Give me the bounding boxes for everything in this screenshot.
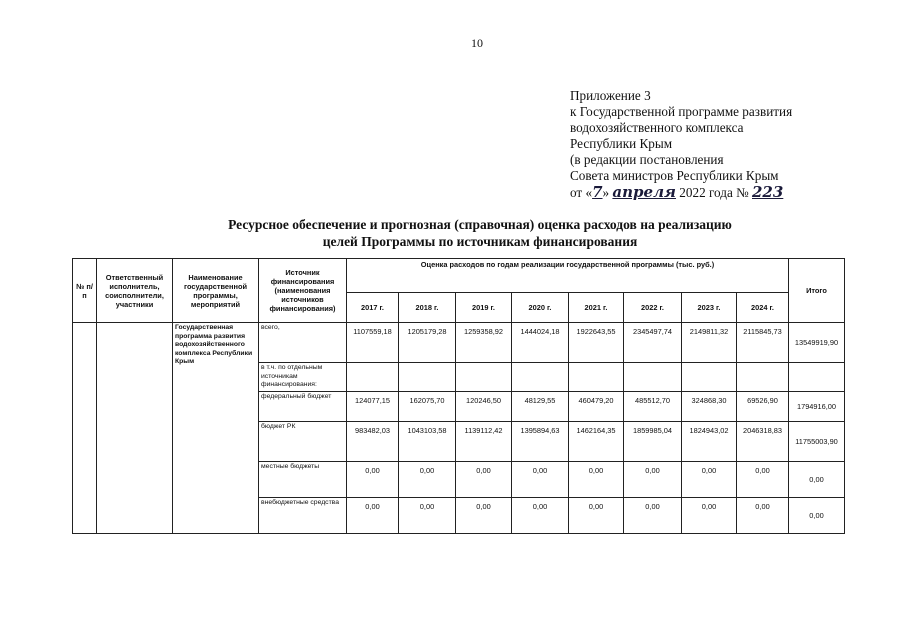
date-prefix: от « (570, 185, 593, 200)
value-cell: 1859985,04 (624, 421, 682, 461)
value-cell: 460479,20 (569, 391, 624, 421)
date-mid: » (602, 185, 610, 200)
appendix-line: Совета министров Республики Крым (570, 168, 779, 183)
appendix-line: Республики Крым (570, 136, 673, 151)
total-cell: 11755003,90 (789, 421, 845, 461)
value-cell: 0,00 (347, 461, 399, 497)
value-cell: 0,00 (737, 497, 789, 533)
value-cell: 0,00 (569, 461, 624, 497)
value-cell: 0,00 (569, 497, 624, 533)
header-year: 2018 г. (399, 293, 456, 323)
value-cell (512, 363, 569, 392)
value-cell: 0,00 (512, 461, 569, 497)
value-cell: 124077,15 (347, 391, 399, 421)
value-cell: 1205179,28 (399, 323, 456, 363)
header-estimate: Оценка расходов по годам реализации государственной программы (тыс. руб.) (347, 259, 789, 293)
value-cell: 0,00 (347, 497, 399, 533)
header-year: 2023 г. (682, 293, 737, 323)
handwritten-month: апреля (612, 183, 676, 201)
value-cell: 1259358,92 (456, 323, 512, 363)
header-year: 2020 г. (512, 293, 569, 323)
value-cell: 2345497,74 (624, 323, 682, 363)
total-cell (789, 363, 845, 392)
value-cell: 120246,50 (456, 391, 512, 421)
appendix-line: водохозяйственного комплекса (570, 120, 744, 135)
total-cell: 0,00 (789, 461, 845, 497)
header-executor: Ответственный исполнитель, соисполнители, участники (97, 259, 173, 323)
cell-executor (97, 323, 173, 534)
source-cell: всего, (259, 323, 347, 363)
header-year: 2021 г. (569, 293, 624, 323)
date-year: 2022 года № (679, 185, 749, 200)
value-cell: 0,00 (682, 461, 737, 497)
value-cell: 162075,70 (399, 391, 456, 421)
value-cell: 0,00 (512, 497, 569, 533)
source-cell: в т.ч. по отдельным источникам финансирования: (259, 363, 347, 392)
total-cell: 0,00 (789, 497, 845, 533)
source-cell: федеральный бюджет (259, 391, 347, 421)
value-cell (347, 363, 399, 392)
value-cell (682, 363, 737, 392)
value-cell: 0,00 (399, 461, 456, 497)
title-line-2: целей Программы по источникам финансирования (322, 234, 638, 249)
value-cell: 48129,55 (512, 391, 569, 421)
resolution-date-line (570, 184, 792, 201)
appendix-line: (в редакции постановления (570, 152, 724, 167)
cell-num (73, 323, 97, 534)
value-cell: 0,00 (737, 461, 789, 497)
value-cell: 485512,70 (624, 391, 682, 421)
value-cell: 2149811,32 (682, 323, 737, 363)
value-cell: 1462164,35 (569, 421, 624, 461)
value-cell: 69526,90 (737, 391, 789, 421)
source-cell: внебюджетные средства (259, 497, 347, 533)
value-cell: 1444024,18 (512, 323, 569, 363)
value-cell: 2046318,83 (737, 421, 789, 461)
value-cell (399, 363, 456, 392)
document-title (170, 216, 790, 250)
value-cell: 324868,30 (682, 391, 737, 421)
header-year: 2024 г. (737, 293, 789, 323)
funding-table (72, 258, 845, 534)
appendix-line: к Государственной программе развития (570, 104, 793, 119)
value-cell: 0,00 (456, 461, 512, 497)
total-cell: 1794916,00 (789, 391, 845, 421)
value-cell (569, 363, 624, 392)
value-cell (456, 363, 512, 392)
value-cell (737, 363, 789, 392)
value-cell (624, 363, 682, 392)
value-cell: 0,00 (399, 497, 456, 533)
value-cell: 0,00 (456, 497, 512, 533)
value-cell: 983482,03 (347, 421, 399, 461)
value-cell: 2115845,73 (737, 323, 789, 363)
handwritten-number: 223 (752, 183, 784, 201)
value-cell: 1043103,58 (399, 421, 456, 461)
value-cell: 0,00 (624, 497, 682, 533)
header-year: 2022 г. (624, 293, 682, 323)
value-cell: 1139112,42 (456, 421, 512, 461)
source-cell: местные бюджеты (259, 461, 347, 497)
value-cell: 1107559,18 (347, 323, 399, 363)
title-line-1: Ресурсное обеспечение и прогнозная (справочная) оценка расходов на реализацию (228, 217, 732, 232)
appendix-block (570, 88, 792, 201)
header-num: № п/п (73, 259, 97, 323)
header-year: 2017 г. (347, 293, 399, 323)
header-source: Источник финансирования (наименования источников финансирования) (259, 259, 347, 323)
value-cell: 0,00 (624, 461, 682, 497)
page-number: 10 (471, 36, 483, 50)
program-name: Государственная программа развития водохозяйственного комплекса Республики Крым (173, 323, 259, 534)
total-cell: 13549919,90 (789, 323, 845, 363)
value-cell: 1922643,55 (569, 323, 624, 363)
table-row (73, 323, 845, 363)
header-year: 2019 г. (456, 293, 512, 323)
value-cell: 1824943,02 (682, 421, 737, 461)
value-cell: 0,00 (682, 497, 737, 533)
header-total: Итого (789, 259, 845, 323)
value-cell: 1395894,63 (512, 421, 569, 461)
header-name: Наименование государственной программы, мероприятий (173, 259, 259, 323)
source-cell: бюджет РК (259, 421, 347, 461)
handwritten-day: 7 (592, 183, 603, 201)
appendix-line: Приложение 3 (570, 88, 651, 103)
